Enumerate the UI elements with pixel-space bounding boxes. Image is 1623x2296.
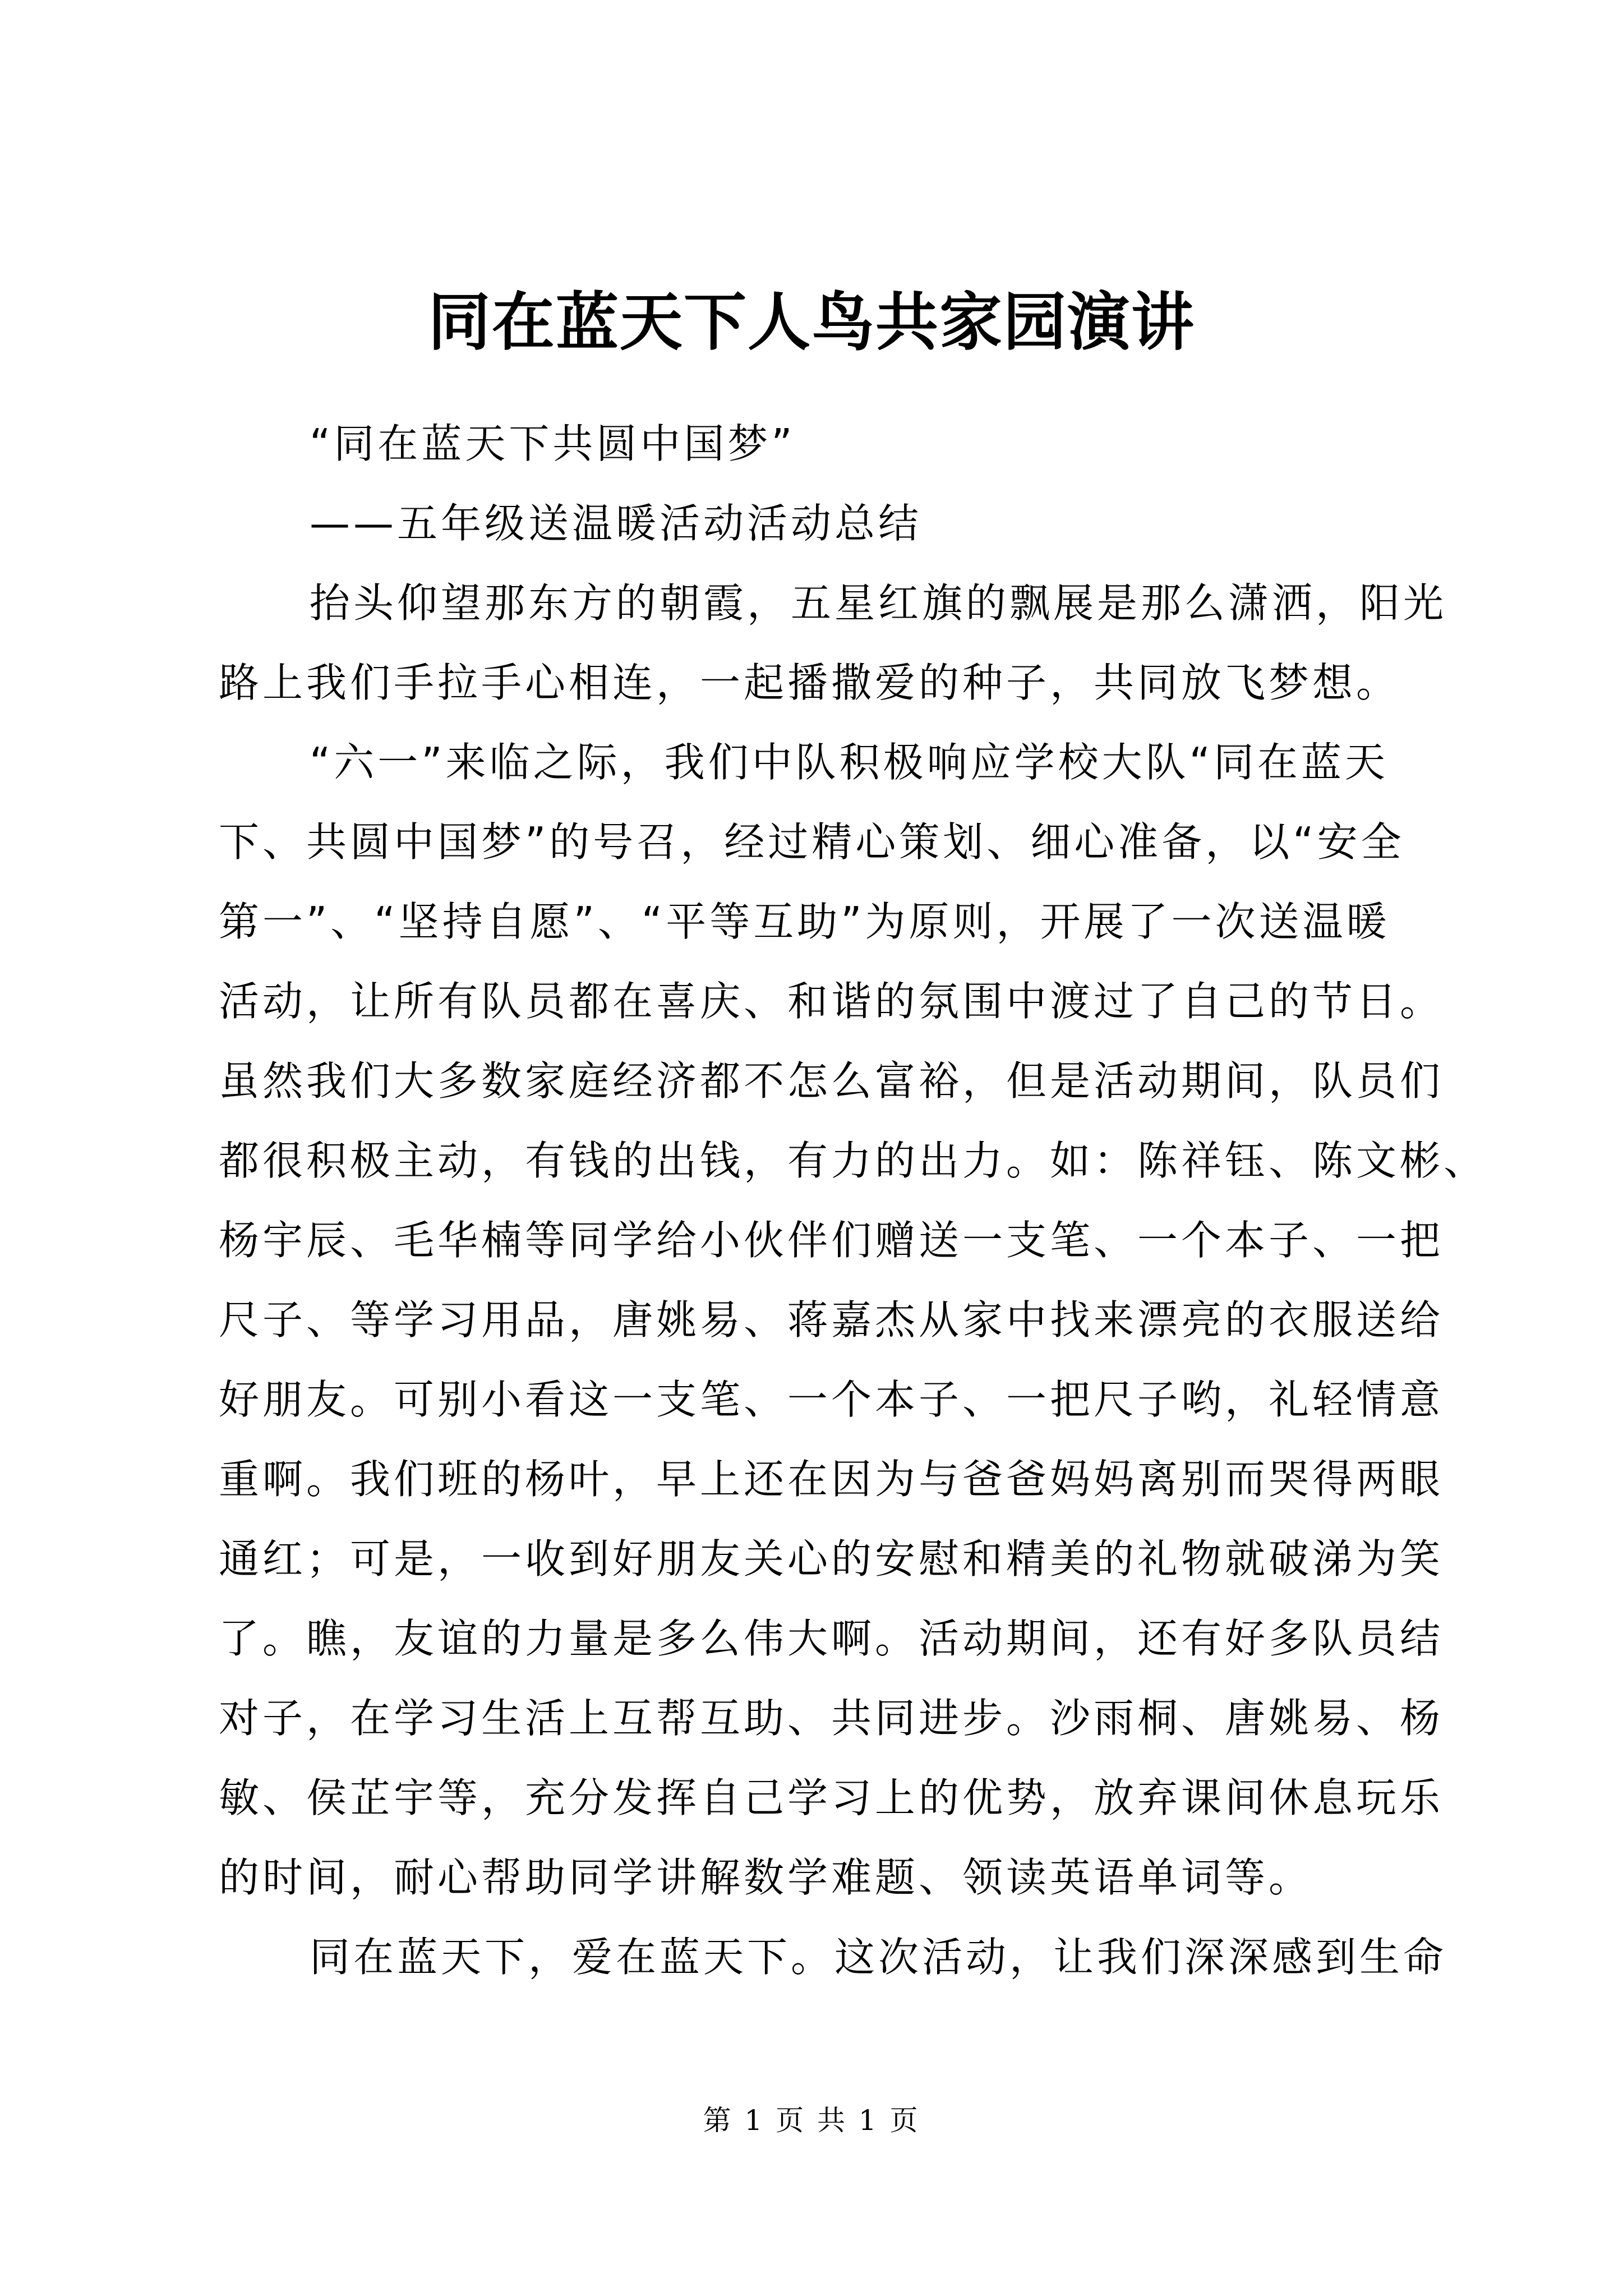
paragraph-line: 好朋友。可别小看这一支笔、一个本子、一把尺子哟，礼轻情意 [219,1376,1444,1423]
paragraph-line: 敏、侯芷宇等，充分发挥自己学习上的优势，放弃课间休息玩乐 [219,1774,1444,1821]
paragraph-line: 路上我们手拉手心相连，一起播撒爱的种子，共同放飞梦想。 [219,659,1400,706]
document-title: 同在蓝天下人鸟共家园演讲 [428,286,1195,359]
paragraph-line: 虽然我们大多数家庭经济都不怎么富裕，但是活动期间，队员们 [219,1057,1444,1105]
paragraph-line: 杨宇辰、毛华楠等同学给小伙伴们赠送一支笔、一个本子、一把 [219,1217,1444,1264]
paragraph-line: 同在蓝天下，爱在蓝天下。这次活动，让我们深深感到生命 [310,1934,1447,1981]
paragraph-line: “六一”来临之际，我们中队积极响应学校大队“同在蓝天 [310,739,1389,786]
paragraph-line: 下、共圆中国梦”的号召，经过精心策划、细心准备，以“安全 [219,818,1405,866]
page-number-footer: 第 1 页 共 1 页 [703,2104,920,2137]
paragraph-line: 都很积极主动，有钱的出钱，有力的出力。如：陈祥钰、陈文彬、 [219,1137,1488,1184]
paragraph-line: 的时间，耐心帮助同学讲解数学难题、领读英语单词等。 [219,1854,1313,1901]
paragraph-line: 重啊。我们班的杨叶，早上还在因为与爸爸妈妈离别而哭得两眼 [219,1456,1444,1503]
paragraph-line: 了。瞧，友谊的力量是多么伟大啊。活动期间，还有好多队员结 [219,1615,1444,1662]
subtitle-line: “同在蓝天下共圆中国梦” [310,420,796,467]
paragraph-line: 通红；可是，一收到好朋友关心的安慰和精美的礼物就破涕为笑 [219,1535,1444,1582]
paragraph-line: 活动，让所有队员都在喜庆、和谐的氛围中渡过了自己的节日。 [219,978,1444,1025]
paragraph-line: 对子，在学习生活上互帮互助、共同进步。沙雨桐、唐姚易、杨 [219,1695,1444,1742]
subtitle-line: ——五年级送温暖活动活动总结 [310,500,923,547]
paragraph-line: 尺子、等学习用品，唐姚易、蒋嘉杰从家中找来漂亮的衣服送给 [219,1296,1444,1343]
paragraph-line: 抬头仰望那东方的朝霞，五星红旗的飘展是那么潇洒，阳光 [310,579,1447,627]
document-body [219,404,1488,1997]
paragraph-line: 第一”、“坚持自愿”、“平等互助”为原则，开展了一次送温暖 [219,898,1390,945]
